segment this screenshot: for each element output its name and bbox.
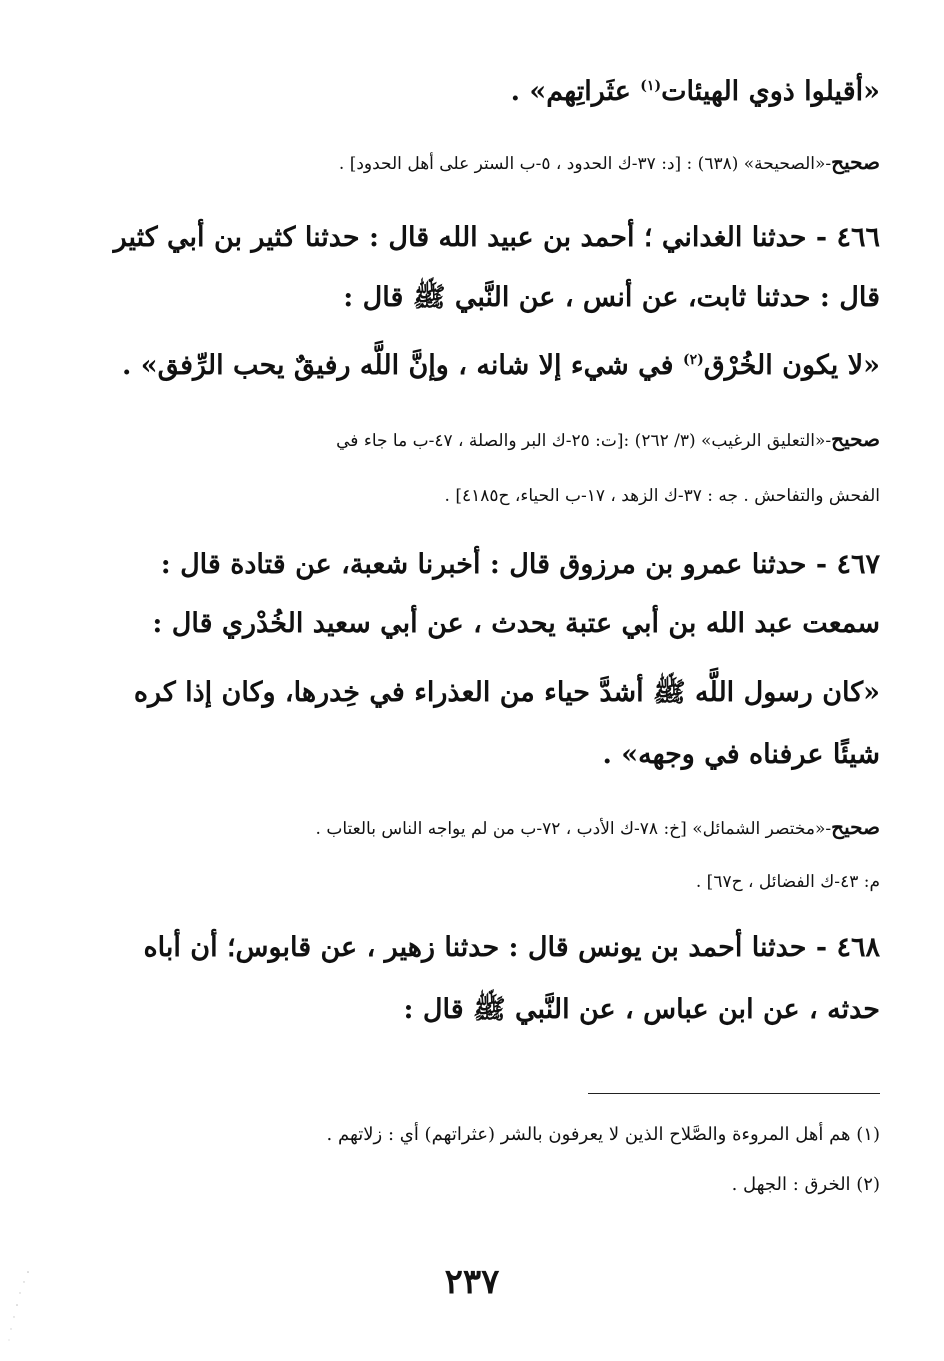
hadith-isnad-line: ٤٦٦ - حدثنا الغداني ؛ أحمد بن عبيد الله قال : حدثنا كثير بن أبي كثير bbox=[113, 222, 880, 253]
hadith-text: عثَراتِهم» . bbox=[510, 76, 641, 107]
footnote-separator bbox=[588, 1093, 880, 1094]
hadith-isnad-line: ٤٦٧ - حدثنا عمرو بن مرزوق قال : أخبرنا شعبة، عن قتادة قال : bbox=[160, 549, 880, 580]
hadith-text: «أقيلوا ذوي الهيئات bbox=[661, 76, 880, 107]
hadith-isnad-line: ٤٦٨ - حدثنا أحمد بن يونس قال : حدثنا زهير ، عن قابوس؛ أن أباه bbox=[143, 932, 880, 963]
grade-label: صحيح bbox=[831, 150, 880, 174]
hadith-matn-line bbox=[100, 72, 880, 112]
hadith-isnad-line: سمعت عبد الله بن أبي عتبة يحدث ، عن أبي سعيد الخُدْري قال : bbox=[152, 608, 880, 639]
hadith-text: في شيء إلا شانه ، وإنَّ اللَّه رفيقٌ يحب الرِّفق» . bbox=[121, 350, 683, 381]
hadith-text: «لا يكون الخُرْق bbox=[703, 350, 880, 381]
takhrij-line bbox=[100, 148, 880, 178]
footnote-marker[interactable]: (١) bbox=[640, 78, 662, 94]
hadith-matn-line: «كان رسول اللَّه ﷺ أشدَّ حياء من العذراء في خِدرها، وكان إذا كره bbox=[133, 677, 880, 708]
takhrij-line bbox=[100, 425, 880, 455]
scan-artifact-dots bbox=[6, 1268, 46, 1348]
takhrij-text: -«التعليق الرغيب» (٣/ ٢٦٢) :[ت: ٢٥-ك البر والصلة ، ٤٧-ب ما جاء في bbox=[336, 431, 832, 451]
takhrij-text: -«مختصر الشمائل» [خ: ٧٨-ك الأدب ، ٧٢-ب من لم يواجه الناس بالعتاب . bbox=[315, 819, 832, 839]
footnote-1: (١) هم أهل المروءة والصَّلاح الذين لا يعرفون بالشر (عثراتهم) أي : زلاتهم . bbox=[326, 1124, 880, 1145]
grade-label: صحيح bbox=[831, 815, 880, 839]
footnote-marker[interactable]: (٢) bbox=[682, 352, 704, 368]
hadith-matn-line bbox=[100, 346, 880, 386]
hadith-isnad-line: حدثه ، عن ابن عباس ، عن النَّبي ﷺ قال : bbox=[403, 994, 880, 1025]
hadith-isnad-line: قال : حدثنا ثابت، عن أنس ، عن النَّبي ﷺ قال : bbox=[343, 282, 880, 313]
takhrij-line: الفحش والتفاحش . جه : ٣٧-ك الزهد ، ١٧-ب الحياء، ح٤١٨٥] . bbox=[444, 486, 880, 506]
takhrij-line: م: ٤٣-ك الفضائل ، ح٦٧] . bbox=[695, 872, 880, 892]
hadith-matn-line: شيئًا عرفناه في وجهه» . bbox=[602, 739, 880, 770]
grade-label: صحيح bbox=[831, 427, 880, 451]
footnote-2: (٢) الخرق : الجهل . bbox=[731, 1174, 880, 1195]
takhrij-line bbox=[100, 813, 880, 843]
takhrij-text: -«الصحيحة» (٦٣٨) : [د: ٣٧-ك الحدود ، ٥-ب الستر على أهل الحدود] . bbox=[338, 154, 832, 174]
page-number: ٢٣٧ bbox=[444, 1262, 500, 1302]
